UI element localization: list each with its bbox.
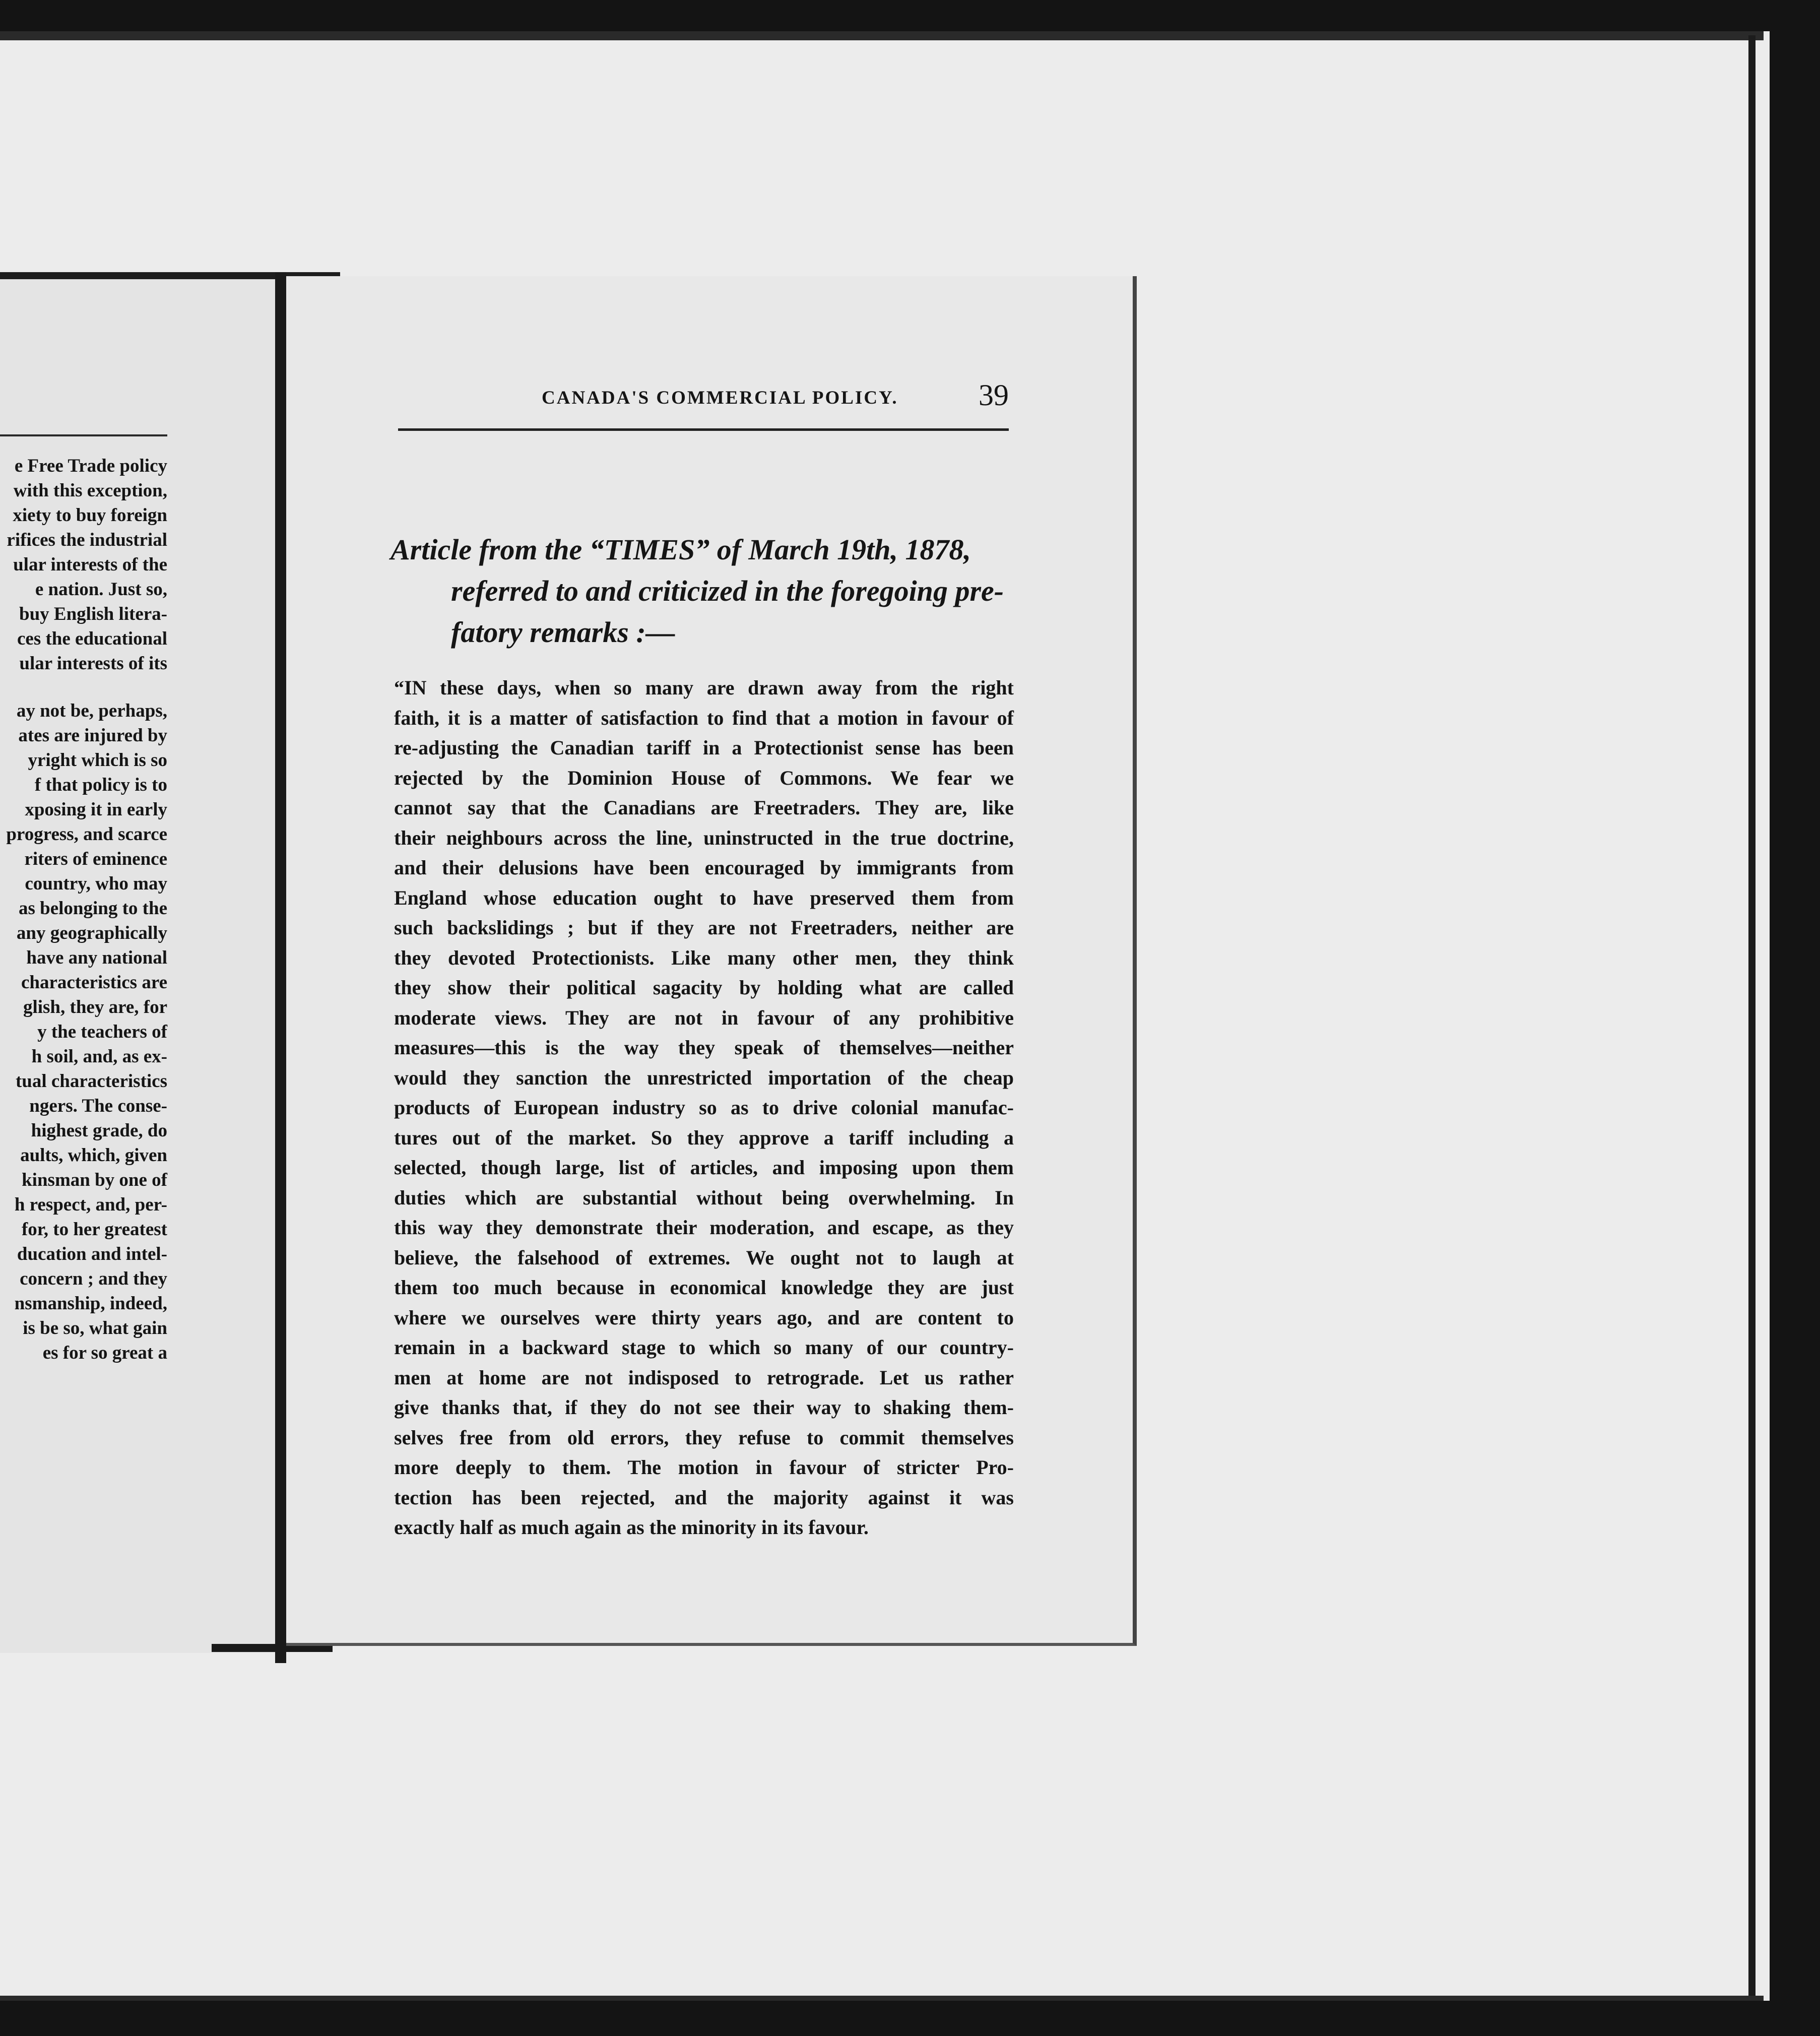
book-spine (275, 272, 286, 1663)
left-page-line: progress, and scarce (6, 824, 167, 845)
body-line: faith, it is a matter of satisfaction to find that a motion in favour of (394, 706, 1014, 729)
frame-bottom-line (0, 1996, 1764, 2001)
left-page-rule (0, 434, 167, 436)
left-page-line: h respect, and, per- (14, 1194, 167, 1215)
left-page-line: e Free Trade policy (14, 456, 167, 476)
article-body (394, 673, 1014, 1543)
left-page-line: es for so great a (42, 1343, 167, 1363)
body-line: they show their political sagacity by holding what are called (394, 976, 1014, 999)
left-page-line: ducation and intel- (17, 1244, 167, 1264)
left-partial-page (0, 272, 282, 1653)
body-line: tures out of the market. So they approve a tariff including a (394, 1126, 1014, 1149)
left-page-line: e nation. Just so, (35, 579, 167, 600)
left-page-line: is be so, what gain (23, 1318, 167, 1339)
body-line: more deeply to them. The motion in favour of stricter Pro- (394, 1456, 1014, 1479)
article-title (391, 529, 1015, 653)
body-line: remain in a backward stage to which so many of our country- (394, 1336, 1014, 1359)
frame-top-line (0, 31, 1764, 40)
body-line: they devoted Protectionists. Like many other men, they think (394, 946, 1014, 969)
body-line: selected, though large, list of articles, and imposing upon them (394, 1156, 1014, 1179)
body-line: such backslidings ; but if they are not Freetraders, neither are (394, 916, 1014, 939)
left-page-line: f that policy is to (34, 775, 167, 795)
title-line: fatory remarks :— (451, 616, 675, 649)
title-line: referred to and criticized in the foregoing pre- (451, 575, 1004, 607)
body-line: would they sanction the unrestricted importation of the cheap (394, 1066, 1014, 1089)
left-page-line: country, who may (25, 873, 167, 894)
left-page-line: ces the educational (17, 628, 167, 649)
body-line: this way they demonstrate their moderation, and escape, as they (394, 1216, 1014, 1239)
left-page-line: highest grade, do (31, 1120, 167, 1141)
body-line: products of European industry so as to drive colonial manufac- (394, 1096, 1014, 1119)
left-page-line: ular interests of its (19, 653, 167, 674)
body-line: men at home are not indisposed to retrograde. Let us rather (394, 1366, 1014, 1389)
scanner-frame-top (0, 0, 1820, 31)
left-page-line: ular interests of the (13, 554, 167, 575)
left-page-line: ay not be, perhaps, (16, 701, 167, 721)
body-line: believe, the falsehood of extremes. We ought not to laugh at (394, 1246, 1014, 1269)
scanner-frame-bottom (0, 2001, 1820, 2036)
body-line: their neighbours across the line, uninstructed in the true doctrine, (394, 826, 1014, 849)
left-page-text (0, 454, 167, 1365)
left-page-line: yright which is so (28, 750, 167, 771)
body-line: and their delusions have been encouraged by immigrants from (394, 856, 1014, 879)
body-line: selves free from old errors, they refuse to commit themselves (394, 1426, 1014, 1449)
body-line: rejected by the Dominion House of Commons. We fear we (394, 766, 1014, 789)
left-page-line: aults, which, given (20, 1145, 167, 1166)
frame-edge (1748, 35, 1756, 2001)
left-page-line: xiety to buy foreign (13, 505, 167, 526)
body-line: cannot say that the Canadians are Freetraders. They are, like (394, 796, 1014, 819)
body-line: duties which are substantial without being overwhelming. In (394, 1186, 1014, 1209)
left-page-line: any geographically (16, 923, 167, 943)
left-page-line: kinsman by one of (22, 1170, 167, 1190)
left-page-line: have any national (26, 947, 167, 968)
page-number: 39 (979, 378, 1009, 412)
left-page-line: ates are injured by (18, 725, 167, 746)
body-line: measures—this is the way they speak of themselves—neither (394, 1036, 1014, 1059)
body-line: them too much because in economical knowledge they are just (394, 1276, 1014, 1299)
paragraph-gap (0, 676, 167, 698)
body-line: give thanks that, if they do not see their way to shaking them- (394, 1396, 1014, 1419)
running-head: CANADA'S COMMERCIAL POLICY. (542, 388, 898, 408)
left-page-line: characteristics are (21, 972, 167, 993)
left-page-line: for, to her greatest (21, 1219, 167, 1240)
left-page-line: glish, they are, for (23, 997, 167, 1017)
left-page-line: y the teachers of (37, 1022, 167, 1042)
left-page-line: ngers. The conse- (29, 1096, 167, 1116)
body-line: moderate views. They are not in favour of any prohibitive (394, 1006, 1014, 1029)
scanner-frame-right (1770, 0, 1820, 2036)
left-page-line: concern ; and they (20, 1268, 167, 1289)
body-line: England whose education ought to have preserved them from (394, 886, 1014, 909)
body-line: exactly half as much again as the minority in its favour. (394, 1516, 869, 1539)
page-header (398, 373, 1009, 431)
left-page-line: nsmanship, indeed, (14, 1293, 167, 1314)
left-page-line: with this exception, (13, 480, 167, 501)
left-page-line: rifices the industrial (7, 530, 167, 550)
body-line: “IN these days, when so many are drawn away from the right (394, 676, 1014, 699)
left-page-line: tual characteristics (15, 1071, 167, 1092)
left-page-line: as belonging to the (18, 898, 167, 919)
left-page-line: riters of eminence (24, 849, 167, 869)
body-line: tection has been rejected, and the majority against it was (394, 1486, 1014, 1509)
body-line: re-adjusting the Canadian tariff in a Protectionist sense has been (394, 736, 1014, 759)
left-page-line: buy English litera- (19, 604, 167, 624)
left-page-line: xposing it in early (25, 799, 167, 820)
left-page-line: h soil, and, as ex- (31, 1046, 167, 1067)
title-line: Article from the “TIMES” of March 19th, 1878, (391, 533, 971, 566)
body-line: where we ourselves were thirty years ago, and are content to (394, 1306, 1014, 1329)
